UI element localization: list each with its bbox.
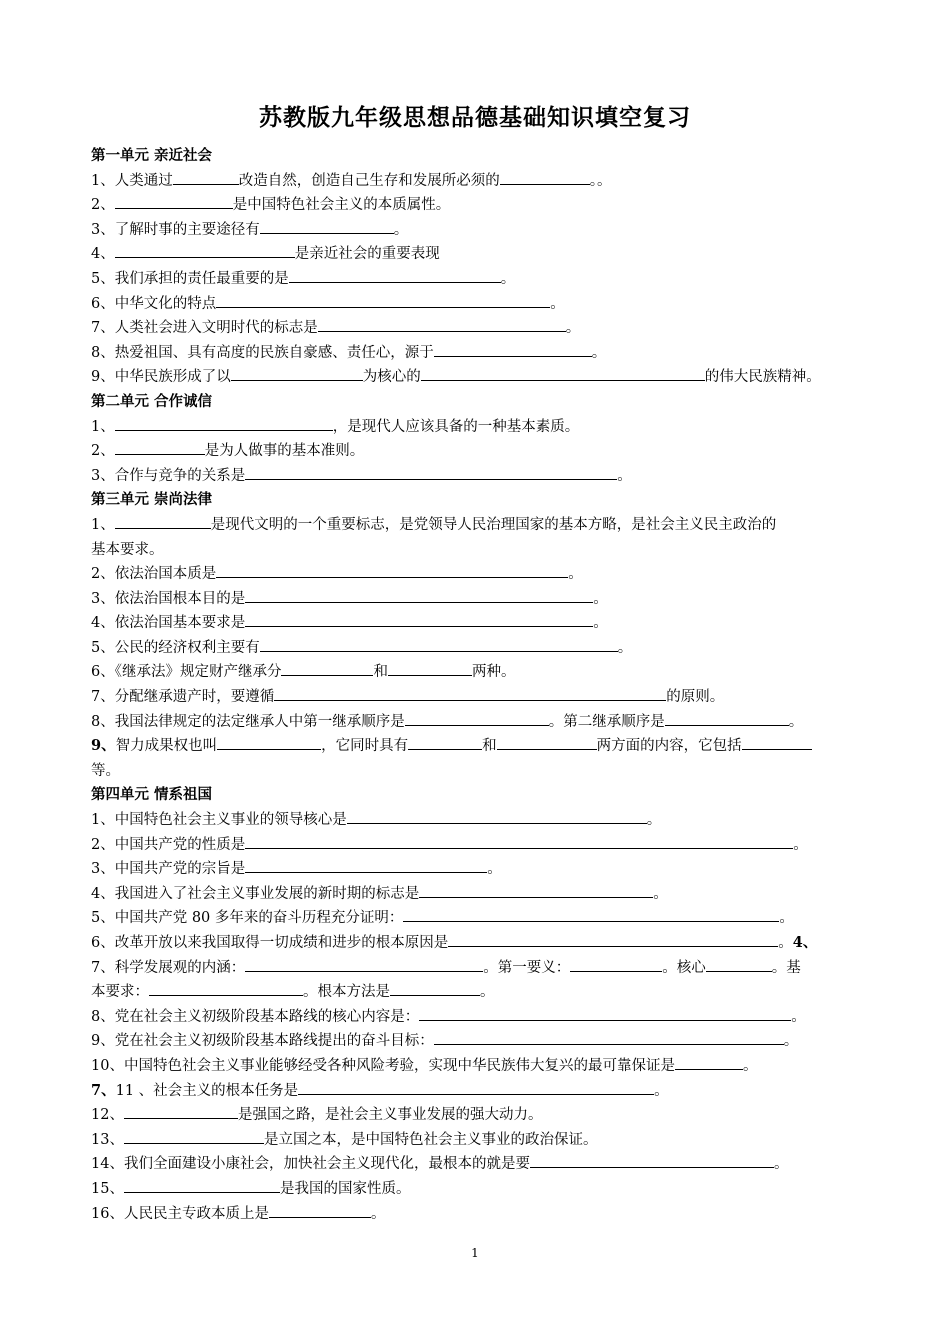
question-line: 3、了解时事的主要途径有 。 — [91, 218, 871, 243]
answer-blank[interactable] — [149, 980, 303, 996]
answer-blank[interactable] — [281, 660, 373, 676]
answer-blank[interactable] — [388, 660, 472, 676]
page-number: 1 — [471, 1246, 479, 1260]
question-line: 16、人民民主专政本质上是 。 — [91, 1202, 871, 1227]
question-line: 1、人类通过 改造自然，创造自己生存和发展所必须的 。。 — [91, 169, 871, 194]
answer-blank[interactable] — [570, 956, 662, 972]
answer-blank[interactable] — [675, 1054, 743, 1070]
question-line: 6、改革开放以来我国取得一切成绩和进步的根本原因是 。4、 — [91, 931, 871, 956]
answer-blank[interactable] — [115, 439, 205, 455]
answer-blank[interactable] — [245, 857, 487, 873]
question-line: 1、 是现代文明的一个重要标志，是党领导人民治理国家的基本方略，是社会主义民主政治的 — [91, 513, 871, 538]
question-line-continued: 本要求： 。根本方法是 。 — [91, 980, 871, 1005]
answer-blank[interactable] — [245, 587, 593, 603]
answer-blank[interactable] — [260, 636, 618, 652]
answer-blank[interactable] — [419, 1005, 791, 1021]
section-heading-unit-1: 第一单元 亲近社会 — [91, 148, 213, 164]
answer-blank[interactable] — [124, 1177, 280, 1193]
question-line: 2、 是为人做事的基本准则。 — [91, 439, 871, 464]
answer-blank[interactable] — [448, 931, 778, 947]
answer-blank[interactable] — [347, 808, 647, 824]
answer-blank[interactable] — [231, 365, 363, 381]
question-line: 2、依法治国本质是 。 — [91, 562, 871, 587]
answer-blank[interactable] — [665, 710, 789, 726]
section-heading-unit-2: 第二单元 合作诚信 — [91, 393, 213, 410]
question-line: 9、党在社会主义初级阶段基本路线提出的奋斗目标： 。 — [91, 1029, 871, 1054]
answer-blank[interactable] — [115, 415, 333, 431]
question-line: 8、热爱祖国、具有高度的民族自豪感、责任心，源于 。 — [91, 341, 871, 366]
question-line: 2、 是中国特色社会主义的本质属性。 — [91, 193, 871, 218]
question-line-continued: 基本要求。 — [91, 541, 164, 558]
section-heading-unit-3: 第三单元 崇尚法律 — [91, 492, 213, 509]
answer-blank[interactable] — [245, 611, 593, 627]
answer-blank[interactable] — [124, 1128, 264, 1144]
question-line: 1、中国特色社会主义事业的领导核心是 。 — [91, 808, 871, 833]
answer-blank[interactable] — [318, 316, 566, 332]
answer-blank[interactable] — [216, 292, 550, 308]
answer-blank[interactable] — [742, 734, 812, 750]
answer-blank[interactable] — [274, 685, 666, 701]
answer-blank[interactable] — [390, 980, 480, 996]
question-line: 10、中国特色社会主义事业能够经受各种风险考验，实现中华民族伟大复兴的最可靠保证是 。 — [91, 1054, 871, 1079]
question-line: 7、分配继承遗产时，要遵循 的原则。 — [91, 685, 871, 710]
question-line: 13、 是立国之本，是中国特色社会主义事业的政治保证。 — [91, 1128, 871, 1153]
question-line: 3、依法治国根本目的是 。 — [91, 587, 871, 612]
answer-blank[interactable] — [115, 193, 233, 209]
document-body — [91, 144, 871, 1226]
question-line: 4、 是亲近社会的重要表现 — [91, 242, 871, 267]
answer-blank[interactable] — [530, 1152, 774, 1168]
question-line: 15、 是我国的国家性质。 — [91, 1177, 871, 1202]
question-line: 14、我们全面建设小康社会，加快社会主义现代化，最根本的就是要 。 — [91, 1152, 871, 1177]
answer-blank[interactable] — [115, 513, 211, 529]
answer-blank[interactable] — [245, 464, 617, 480]
question-line: 5、中国共产党 80 多年来的奋斗历程充分证明： 。 — [91, 906, 871, 931]
answer-blank[interactable] — [216, 562, 568, 578]
question-line: 4、我国进入了社会主义事业发展的新时期的标志是 。 — [91, 882, 871, 907]
answer-blank[interactable] — [706, 956, 772, 972]
answer-blank[interactable] — [500, 169, 590, 185]
answer-blank[interactable] — [173, 169, 239, 185]
answer-blank[interactable] — [260, 218, 394, 234]
question-line: 9、中华民族形成了以 为核心的 的伟大民族精神。 — [91, 365, 871, 390]
answer-blank[interactable] — [115, 242, 295, 258]
question-line: 3、中国共产党的宗旨是 。 — [91, 857, 871, 882]
question-line: 8、党在社会主义初级阶段基本路线的核心内容是： 。 — [91, 1005, 871, 1030]
answer-blank[interactable] — [217, 734, 321, 750]
document-title: 苏教版九年级思想品德基础知识填空复习 — [259, 105, 691, 131]
answer-blank[interactable] — [124, 1103, 238, 1119]
answer-blank[interactable] — [403, 906, 779, 922]
answer-blank[interactable] — [405, 710, 549, 726]
question-line: 4、依法治国基本要求是 。 — [91, 611, 871, 636]
answer-blank[interactable] — [419, 882, 653, 898]
answer-blank[interactable] — [434, 1029, 784, 1045]
question-line: 7、人类社会进入文明时代的标志是 。 — [91, 316, 871, 341]
question-line: 6、中华文化的特点 。 — [91, 292, 871, 317]
answer-blank[interactable] — [269, 1202, 371, 1218]
question-line: 7、科学发展观的内涵： 。第一要义： 。核心 。基 — [91, 956, 871, 981]
question-line: 5、公民的经济权利主要有 。 — [91, 636, 871, 661]
answer-blank[interactable] — [497, 734, 597, 750]
question-line: 3、合作与竞争的关系是 。 — [91, 464, 871, 489]
question-line: 7、11 、社会主义的根本任务是 。 — [91, 1079, 871, 1104]
question-line: 9、智力成果权也叫 ，它同时具有 和 两方面的内容，它包括 — [91, 734, 871, 759]
question-line: 6、《继承法》规定财产继承分 和 两种。 — [91, 660, 871, 685]
answer-blank[interactable] — [245, 956, 483, 972]
answer-blank[interactable] — [408, 734, 482, 750]
question-line: 2、中国共产党的性质是 。 — [91, 833, 871, 858]
answer-blank[interactable] — [421, 365, 705, 381]
question-line: 12、 是强国之路，是社会主义事业发展的强大动力。 — [91, 1103, 871, 1128]
question-line: 8、我国法律规定的法定继承人中第一继承顺序是 。第二继承顺序是 。 — [91, 710, 871, 735]
section-heading-unit-4: 第四单元 情系祖国 — [91, 787, 213, 804]
answer-blank[interactable] — [245, 833, 793, 849]
answer-blank[interactable] — [434, 341, 592, 357]
question-line-continued: 等。 — [91, 762, 120, 779]
question-line: 1、 ，是现代人应该具备的一种基本素质。 — [91, 415, 871, 440]
answer-blank[interactable] — [298, 1079, 654, 1095]
question-line: 5、我们承担的责任最重要的是 。 — [91, 267, 871, 292]
answer-blank[interactable] — [289, 267, 501, 283]
